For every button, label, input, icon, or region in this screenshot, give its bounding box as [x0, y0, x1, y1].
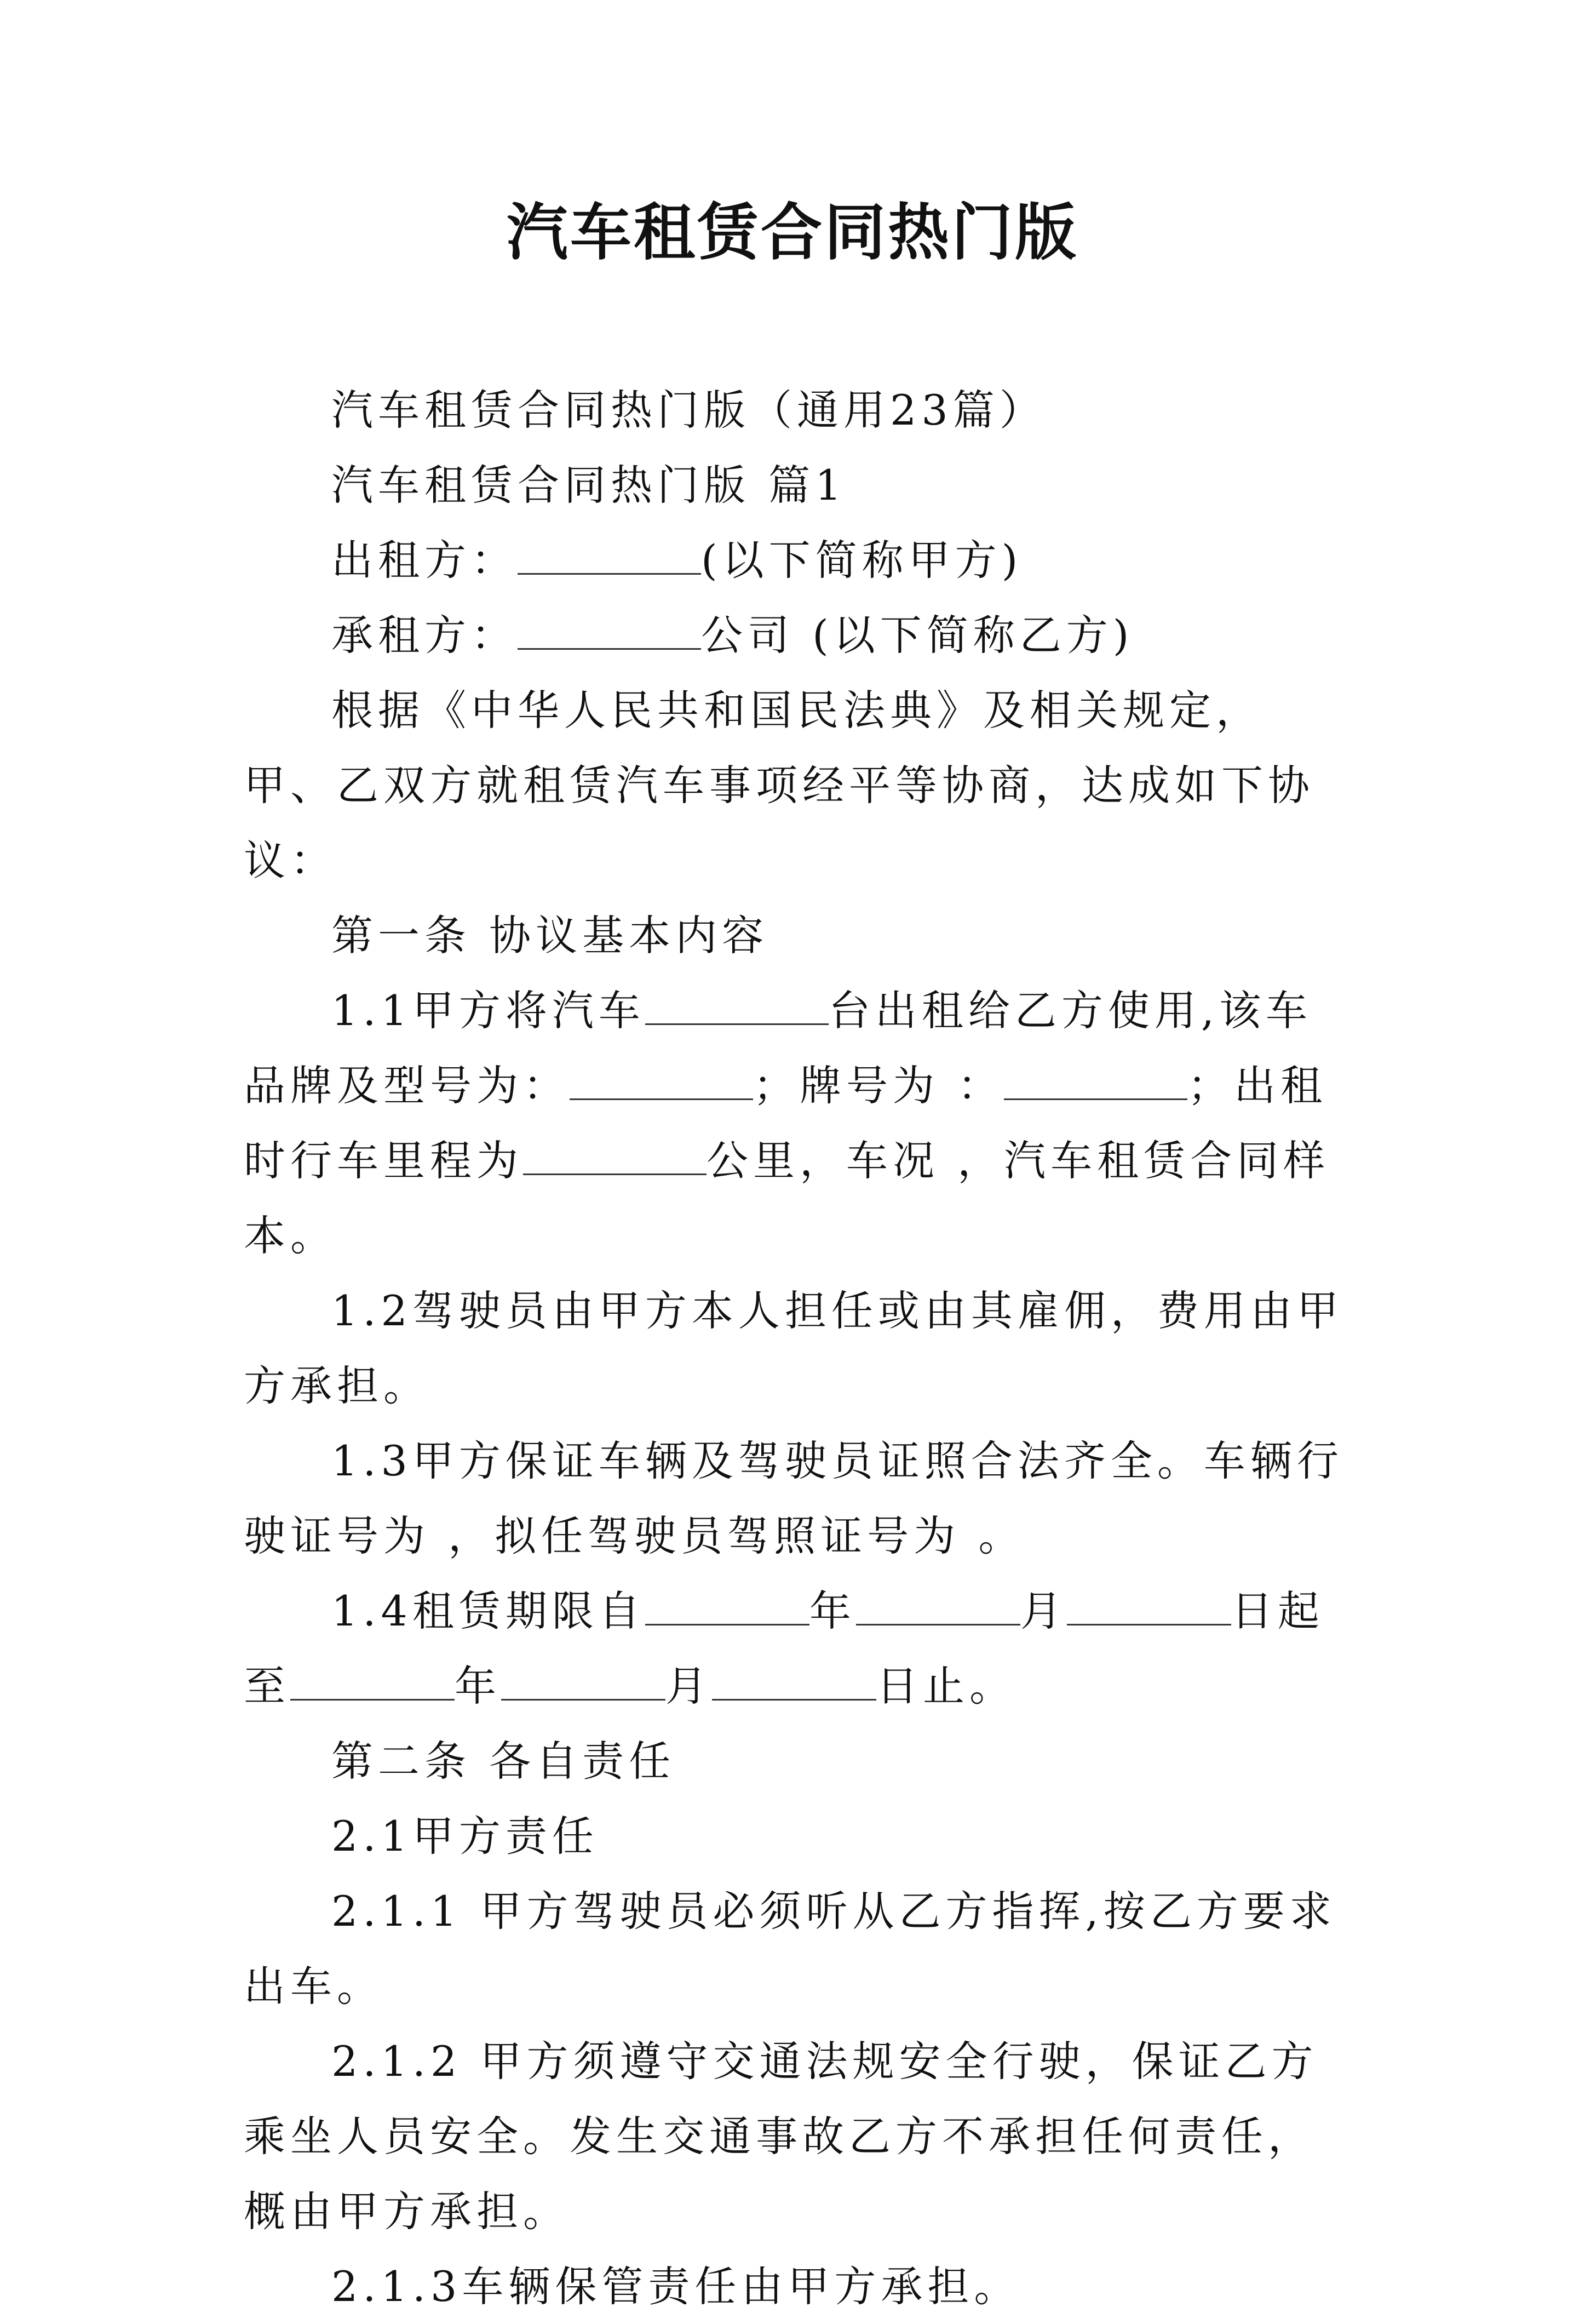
fill-in-blank	[518, 610, 701, 650]
paragraph-clause-1-1	[244, 973, 1350, 1273]
fill-in-blank	[518, 535, 701, 575]
paragraph-text: 第一条 协议基本内容	[331, 911, 769, 960]
paragraph-text: 第二条 各自责任	[331, 1737, 676, 1785]
paragraph-text: 2.1.3车辆保管责任由甲方承担。	[331, 2262, 1021, 2311]
paragraph-clause-1-3	[244, 1423, 1350, 1573]
paragraph-clause-2-1	[244, 1799, 1350, 1874]
paragraph-clause-2-1-3	[244, 2249, 1350, 2324]
paragraph-text: 公里，车况 ，汽车租赁合同样本。	[244, 1136, 1330, 1260]
fill-in-blank	[856, 1585, 1020, 1625]
fill-in-blank	[501, 1661, 665, 1701]
paragraph-text: 日止。	[876, 1662, 1016, 1710]
paragraph-article-1	[244, 898, 1350, 973]
paragraph-text: ；牌号为 ：	[753, 1061, 1004, 1110]
document-body	[244, 373, 1350, 2324]
fill-in-blank	[645, 985, 829, 1025]
paragraph-text: 2.1.1 甲方驾驶员必须听从乙方指挥,按乙方要求出车。	[244, 1887, 1336, 2011]
paragraph-lessor	[244, 523, 1350, 598]
fill-in-blank	[1004, 1060, 1187, 1100]
paragraph-text: 汽车租赁合同热门版 篇1	[331, 461, 847, 510]
paragraph-text: 月	[665, 1662, 712, 1710]
fill-in-blank	[645, 1585, 809, 1625]
paragraph-text: 日起至	[244, 1587, 1324, 1710]
paragraph-text: 出租方：	[331, 536, 518, 585]
paragraph-piece-title	[244, 448, 1350, 523]
fill-in-blank	[1067, 1585, 1231, 1625]
paragraph-subtitle	[244, 373, 1350, 448]
paragraph-text: 2.1甲方责任	[331, 1812, 599, 1861]
paragraph-clause-1-2	[244, 1273, 1350, 1423]
paragraph-clause-2-1-1	[244, 1874, 1350, 2024]
paragraph-text: 台出租给乙方使用,该车品牌及型号为：	[244, 986, 1313, 1110]
paragraph-text: 汽车租赁合同热门版（通用23篇）	[331, 386, 1046, 434]
paragraph-text: 1.2驾驶员由甲方本人担任或由其雇佣，费用由甲方承担。	[244, 1286, 1343, 1410]
document-title: 汽车租赁合同热门版	[507, 197, 1078, 268]
paragraph-text: 月	[1020, 1587, 1067, 1635]
paragraph-preamble	[244, 673, 1350, 898]
fill-in-blank	[712, 1661, 876, 1701]
fill-in-blank	[570, 1060, 753, 1100]
paragraph-text: ；出租时行车里程为	[244, 1061, 1328, 1185]
paragraph-clause-2-1-2	[244, 2024, 1350, 2249]
paragraph-text: 1.3甲方保证车辆及驾驶员证照合法齐全。车辆行驶证号为 ，拟任驾驶员驾照证号为 。	[244, 1436, 1343, 1560]
fill-in-blank	[523, 1135, 707, 1175]
fill-in-blank	[290, 1661, 455, 1701]
paragraph-article-2	[244, 1724, 1350, 1799]
paragraph-text: 1.4租赁期限自	[331, 1587, 645, 1635]
paragraph-text: 承租方：	[331, 611, 518, 660]
paragraph-text: 2.1.2 甲方须遵守交通法规安全行驶，保证乙方乘坐人员安全。发生交通事故乙方不承担任何责任，概由甲方承担。	[244, 2037, 1318, 2236]
paragraph-clause-1-4	[244, 1573, 1350, 1724]
paragraph-text: 年	[809, 1587, 856, 1635]
paragraph-text: 根据《中华人民共和国民法典》及相关规定，甲、乙双方就租赁汽车事项经平等协商，达成如下协议：	[244, 686, 1314, 885]
paragraph-text: 公司 (以下简称乙方)	[701, 611, 1134, 660]
paragraph-lessee	[244, 598, 1350, 673]
paragraph-text: 年	[455, 1662, 501, 1710]
paragraph-text: 1.1甲方将汽车	[331, 986, 645, 1035]
paragraph-text: (以下简称甲方)	[701, 536, 1023, 585]
